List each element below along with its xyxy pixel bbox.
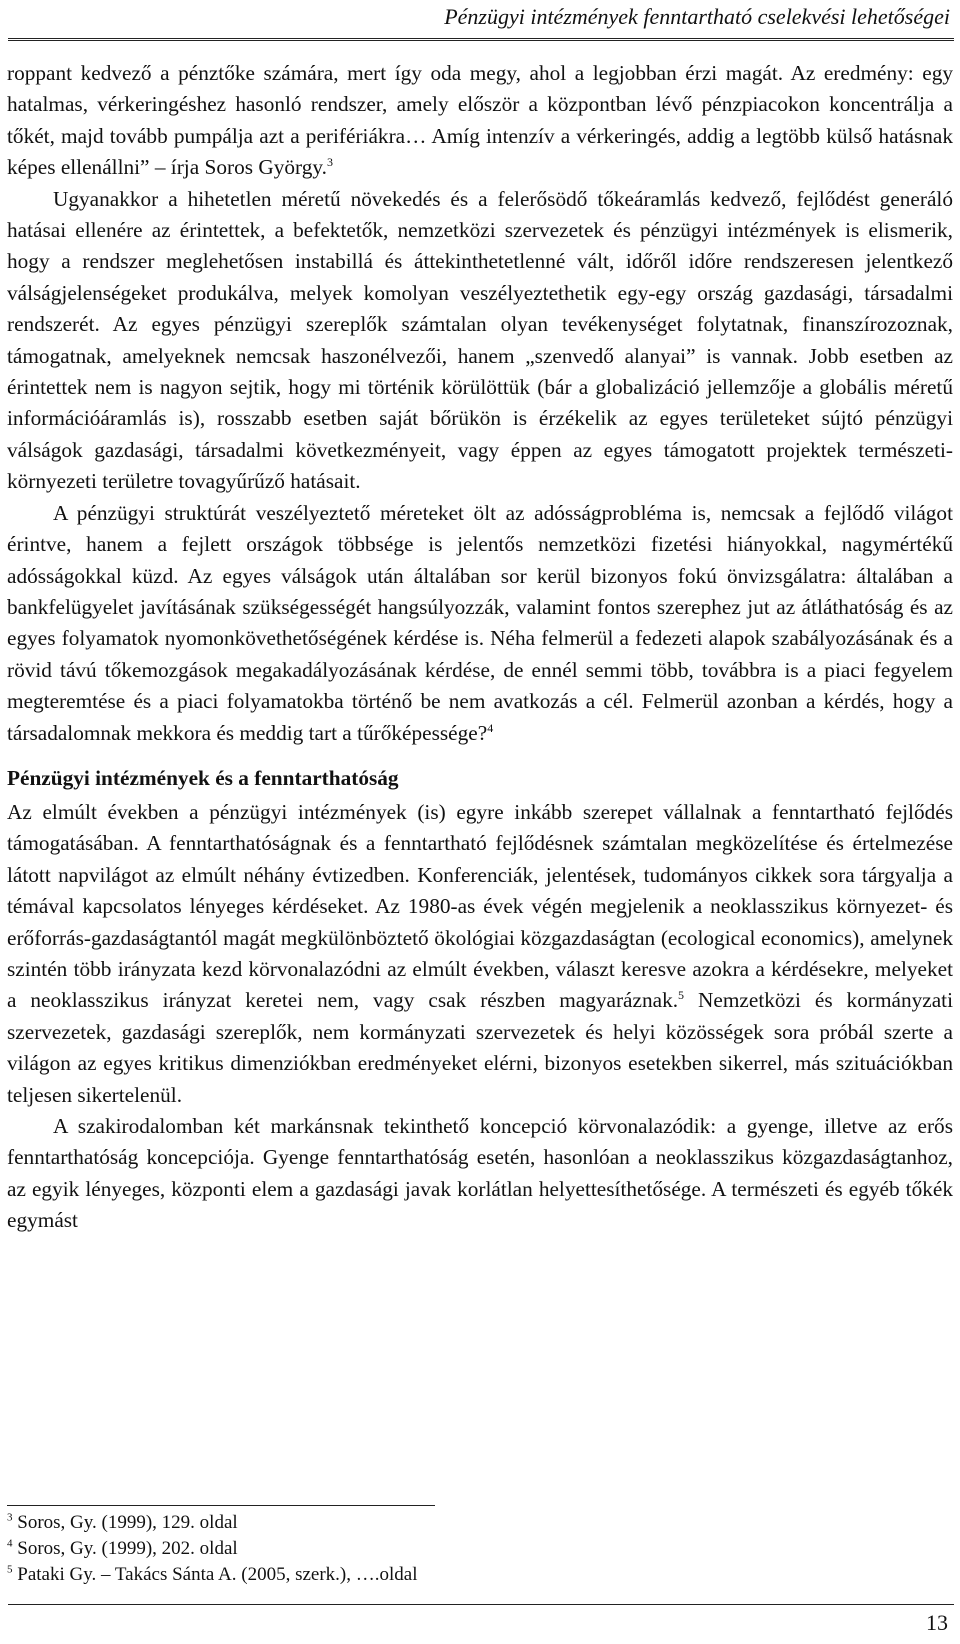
paragraph-5: A szakirodalomban két markánsnak tekinthető koncepció körvonalazódik: a gyenge, illetve az erős fenntarthatóság koncepciója. Gyenge fenntarthatóság esetén, hasonlóan a neoklasszikus közgazdaságtanhoz, az egyik lényeges, központi elem a gazdasági javak korlátlan helyettesíthetősége. A természeti és egyéb tőkék egymást xyxy=(7,1114,953,1233)
footnote-5 xyxy=(7,1562,807,1588)
footnote-text: Pataki Gy. – Takács Sánta A. (2005, szerk.), ….oldal xyxy=(17,1564,418,1585)
footnote-number: 5 xyxy=(7,1563,13,1576)
paragraph-4-continued: Nemzetközi és kormányzati szervezetek, gazdasági szereplők, nem kormányzati szervezetek és helyi közösségek sora próbál szerte a világon az egyes kritikus dimenziókban eredményeket elérni, bizonyos esetekben sikerrel, más szituációkban teljesen sikertelenül. xyxy=(7,988,954,1107)
footnote-ref-5[interactable]: 5 xyxy=(678,988,685,1003)
paragraph-3-text: A pénzügyi struktúrát veszélyeztető méreteket ölt az adósságprobléma is, nemcsak a fejlődő világot érintve, hanem a fejlett országok többsége is jelentős nemzetközi fizetési hiányokkal, nagymértékű adósságokkal küzd. Az egyes válságok után általában sor kerül bizonyos fokú önvizsgálatra: általában a bankfelügyelet javításának szükségességét hangsúlyozzák, valamint fontos szerephez jut az átláthatóság és az egyes folyamatok nyomonkövethetőségének kérdése is. Néha felmerül a fedezeti alapok szabályozásának és a rövid távú tőkemozgások megakadályozásának kérdése, de ennél semmi több, továbbra is a piaci fegyelem megteremtése és a piaci folyamatokba történő be nem avatkozás a cél. Felmerül azonban a kérdés, hogy a társadalomnak mekkora és meddig tart a tűrőképessége? xyxy=(7,500,953,745)
footnote-text: Soros, Gy. (1999), 129. oldal xyxy=(17,1512,238,1533)
paragraph-2: Ugyanakkor a hihetetlen méretű növekedés és a felerősödő tőkeáramlás kedvező, fejlődést generáló hatásai ellenére az érintettek, a befektetők, nemzetközi szervezetek és pénzügyi intézmények is elismerik, hogy a rendszer meglehetősen instabillá és áttekinthetetlenné vált, időről időre rendszeresen jelentkező válságjelenségeket produkálva, melyek komolyan veszélyeztethetik egy-egy ország gazdasági, társadalmi rendszerét. Az egyes pénzügyi szereplők számtalan olyan tevékenységet folytatnak, finanszírozoznak, támogatnak, amelyeknek nemcsak haszonélvezői, hanem „szenvedő alanyai” is vannak. Jobb esetben az érintettek nem is nagyon sejtik, hogy mi történik körülöttük (bár a globalizáció jellemzője a globális méretű információáramlás is), rosszabb esetben saját bőrükön is érzékelik az egyes területeket sújtó pénzügyi válságok gazdasági, társadalmi következményeit, vagy éppen az egyes támogatott projektek természeti-környezeti területre tovagyűrűző hatásait. xyxy=(7,186,953,494)
footnote-3 xyxy=(7,1510,807,1536)
footnote-4 xyxy=(7,1536,807,1562)
footnote-text: Soros, Gy. (1999), 202. oldal xyxy=(17,1538,238,1559)
paragraph-4 xyxy=(7,797,953,1111)
running-header: Pénzügyi intézmények fenntartható cselekvési lehetőségei xyxy=(444,4,950,29)
paragraph-4-text: Az elmúlt években a pénzügyi intézmények (is) egyre inkább szerepet vállalnak a fenntartható fejlődés támogatásában. A fenntarthatóságnak és a fenntartható fejlődésnek számtalan megközelítése és értelmezése látott napvilágot az elmúlt néhány évtizedben. Konferenciák, jelentések, tudományos cikkek sora tárgyalja a témával kapcsolatos lényeges kérdéseket. Az 1980-as évek végén megjelenik a neoklasszikus környezet- és erőforrás-gazdaságtantól magát megkülönböztető ökológiai közgazdaságtan (ecological economics), amelynek szintén több irányzata kezd körvonalazódni az elmúlt években, választ keresve azokra a kérdésekre, melyeket a neoklasszikus irányzat keretei nem, vagy csak részben magyaráznak. xyxy=(7,799,953,1013)
footnote-ref-4[interactable]: 4 xyxy=(487,720,494,735)
paragraph-1 xyxy=(7,58,953,184)
footnote-number: 3 xyxy=(7,1511,13,1524)
section-heading: Pénzügyi intézmények és a fenntarthatóság xyxy=(7,765,399,790)
footnote-separator xyxy=(7,1505,435,1506)
footer-rule xyxy=(8,1604,954,1605)
page-number: 13 xyxy=(926,1610,948,1635)
paragraph-3 xyxy=(7,498,953,749)
body-text xyxy=(7,58,953,1237)
footnotes xyxy=(7,1510,807,1588)
footnote-number: 4 xyxy=(7,1537,13,1550)
paragraph-1-text: roppant kedvező a pénztőke számára, mert így oda megy, ahol a legjobban érzi magát. Az eredmény: egy hatalmas, vérkeringéshez hasonló rendszer, amely először a központban lévő pénzpiacokon koncentrálja a tőkét, majd tovább pumpálja azt a perifériákra… Amíg intenzív a vérkeringés, addig a legtöbb külső hatásnak képes ellenállni” – írja Soros György. xyxy=(7,61,953,180)
footnote-ref-3[interactable]: 3 xyxy=(326,155,333,170)
header-rule xyxy=(8,38,954,44)
